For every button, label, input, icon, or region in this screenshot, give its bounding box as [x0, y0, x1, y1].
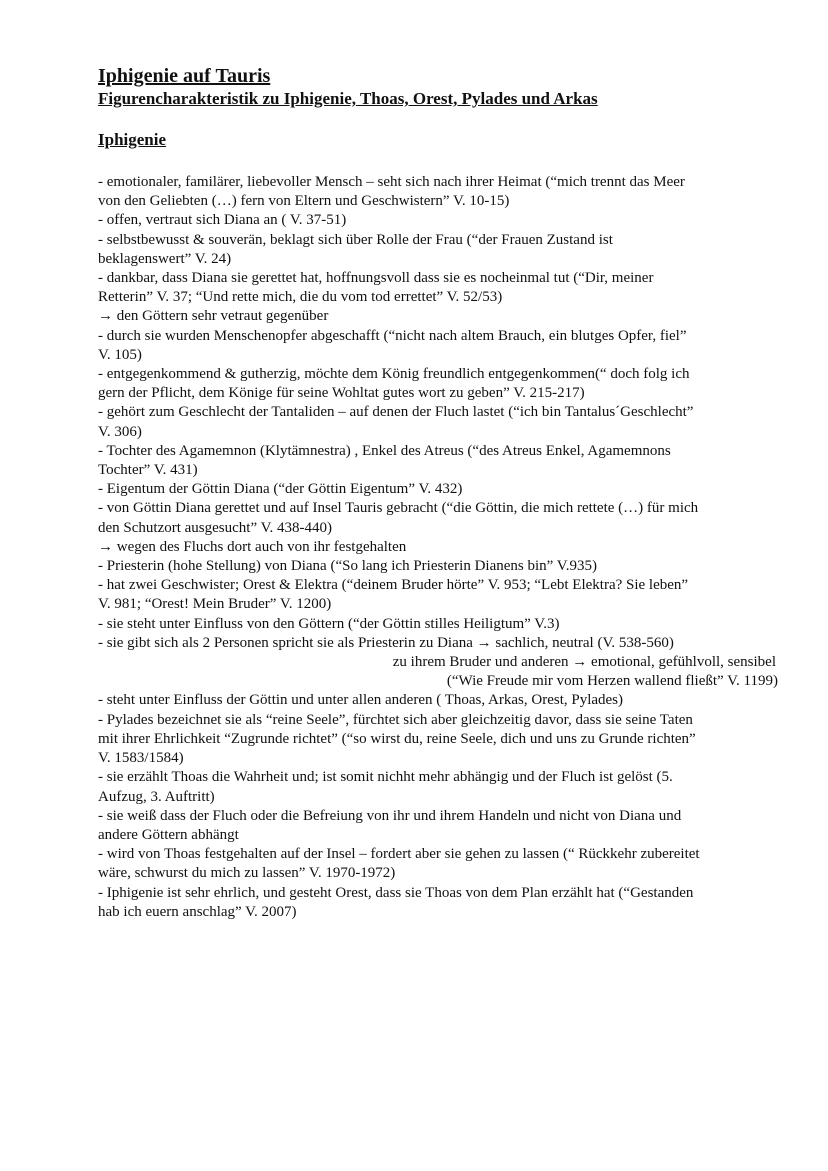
text-line: V. 1583/1584) — [98, 750, 184, 767]
text-line: → den Göttern sehr vetraut gegenüber — [98, 308, 329, 325]
text-line: - Iphigenie ist sehr ehrlich, und gesteht Orest, dass sie Thoas von dem Plan erzählt hat (“Gestanden — [98, 884, 694, 901]
text-line: hab ich euern anschlag” V. 2007) — [98, 903, 297, 920]
text-line: mit ihrer Ehrlichkeit “Zugrunde richtet” (“so wirst du, reine Seele, dich und uns zu Grunde richten” — [98, 730, 696, 747]
document-subtitle: Figurencharakteristik zu Iphigenie, Thoas, Orest, Pylades und Arkas — [98, 89, 598, 108]
document-page — [98, 64, 778, 922]
text-line: - wird von Thoas festgehalten auf der Insel – fordert aber sie gehen zu lassen (“ Rückkehr zubereitet — [98, 846, 700, 863]
text-line: - Tochter des Agamemnon (Klytämnestra) , Enkel des Atreus (“des Atreus Enkel, Agamemnons — [98, 442, 671, 459]
text-line: - emotionaler, familärer, liebevoller Mensch – seht sich nach ihrer Heimat (“mich trennt das Meer — [98, 174, 685, 190]
text-line: - Eigentum der Göttin Diana (“der Göttin Eigentum” V. 432) — [98, 481, 463, 498]
text-line: gern der Pflicht, dem Könige für seine Wohltat gutes wort zu geben” V. 215-217) — [98, 385, 585, 402]
text-line: - gehört zum Geschlecht der Tantaliden – auf denen der Fluch lastet (“ich bin Tantalus´Geschlecht” — [98, 404, 694, 421]
text-line: Aufzug, 3. Auftritt) — [98, 788, 215, 805]
text-line: wäre, schwurst du mich zu lassen” V. 1970-1972) — [98, 865, 396, 882]
text-line: - hat zwei Geschwister; Orest & Elektra (“deinem Bruder hörte” V. 953; “Lebt Elektra? Sie leben” — [98, 577, 689, 594]
text-line: V. 105) — [98, 346, 142, 363]
text-line: - sie erzählt Thoas die Wahrheit und; ist somit nichht mehr abhängig und der Fluch ist gelöst (5. — [98, 769, 673, 786]
text-line: - sie gibt sich als 2 Personen spricht sie als Priesterin zu Diana → sachlich, neutral (V. 538-560) — [98, 634, 674, 651]
text-line: - Pylades bezeichnet sie als “reine Seele”, fürchtet sich aber gleichzeitig davor, dass sie seine Taten — [98, 711, 693, 728]
text-line-indented: (“Wie Freude mir vom Herzen wallend fließt” V. 1199) — [446, 673, 778, 690]
text-line: Retterin” V. 37; “Und rette mich, die du vom tod errettet” V. 52/53) — [98, 289, 503, 306]
text-line: von den Geliebten (…) fern von Eltern und Geschwistern” V. 10-15) — [98, 193, 510, 210]
text-line-indented: zu ihrem Bruder und anderen → emotional, gefühlvoll, sensibel — [392, 654, 776, 671]
text-line: - Priesterin (hohe Stellung) von Diana (“So lang ich Priesterin Dianens bin” V.935) — [98, 558, 597, 575]
text-line: → wegen des Fluchs dort auch von ihr festgehalten — [98, 538, 407, 555]
text-line: V. 306) — [98, 423, 142, 440]
text-line: - von Göttin Diana gerettet und auf Insel Tauris gebracht (“die Göttin, die mich rettete (…) für mich — [98, 500, 699, 517]
characterization-text — [98, 173, 778, 922]
text-line: V. 981; “Orest! Mein Bruder” V. 1200) — [98, 596, 332, 613]
text-line: - sie weiß dass der Fluch oder die Befreiung von ihr und ihrem Handeln und nicht von Diana und — [98, 807, 682, 824]
text-line: beklagenswert” V. 24) — [98, 250, 232, 267]
section-heading-iphigenie: Iphigenie — [98, 130, 167, 149]
text-line: - entgegenkommend & gutherzig, möchte dem König freundlich entgegenkommen(“ doch folg ich — [98, 366, 690, 383]
text-line: - dankbar, dass Diana sie gerettet hat, hoffnungsvoll dass sie es nocheinmal tut (“Dir, meiner — [98, 270, 654, 287]
text-line: - steht unter Einfluss der Göttin und unter allen anderen ( Thoas, Arkas, Orest, Pylades) — [98, 692, 624, 709]
text-line: - offen, vertraut sich Diana an ( V. 37-51) — [98, 212, 347, 229]
text-line: Tochter” V. 431) — [98, 462, 198, 479]
text-line: andere Göttern abhängt — [98, 826, 239, 843]
text-line: den Schutzort ausgesucht” V. 438-440) — [98, 519, 332, 536]
document-title: Iphigenie auf Tauris — [98, 65, 271, 87]
text-line: - sie steht unter Einfluss von den Göttern (“der Göttin stilles Heiligtum” V.3) — [98, 615, 560, 632]
text-line: - durch sie wurden Menschenopfer abgeschafft (“nicht nach altem Brauch, ein blutges Opfer, fiel” — [98, 327, 687, 344]
text-line: - selbstbewusst & souverän, beklagt sich über Rolle der Frau (“der Frauen Zustand ist — [98, 231, 613, 248]
